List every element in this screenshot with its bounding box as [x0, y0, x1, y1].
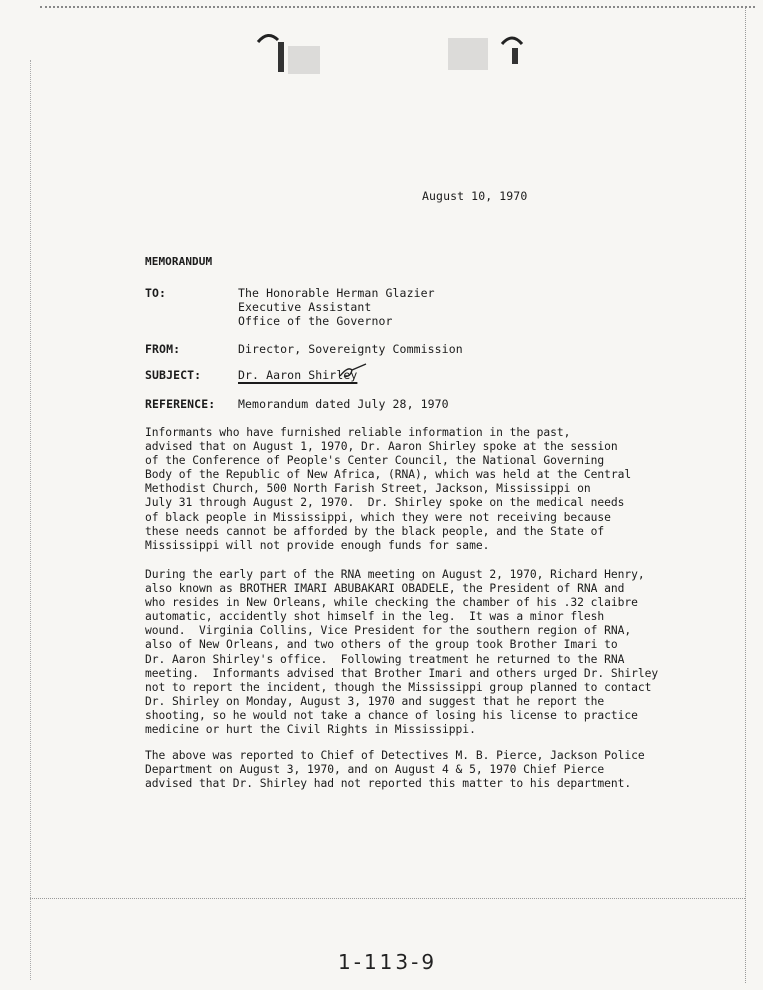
subject-value: Dr. Aaron Shirley	[238, 368, 358, 382]
page-edge-top	[40, 6, 755, 8]
to-line-1: The Honorable Herman Glazier	[238, 286, 435, 300]
to-line-3: Office of the Governor	[238, 314, 393, 328]
page-edge-left	[30, 60, 31, 980]
page-fold-line	[30, 898, 745, 899]
body-paragraph-1: Informants who have furnished reliable information in the past, advised that on August 1, 1970, Dr. Aaron Shirley spoke at the session of the Conference of People's Center Council, the National Governing Body of the Republic of New Africa, (RNA), which was held at the Central Methodist Church, 500 North Farish Street, Jackson, Mississippi on July 31 through August 2, 1970. Dr. Shirley spoke on the medical needs of black people in Mississippi, which they were not receiving because these needs cannot be afforded by the black people, and the State of Mississippi will not provide enough funds for same.	[145, 426, 632, 552]
handwritten-checkmark-icon	[338, 362, 368, 382]
subject-label: SUBJECT:	[145, 368, 202, 382]
body-paragraph-2: During the early part of the RNA meeting on August 2, 1970, Richard Henry, also known as BROTHER IMARI ABUBAKARI OBADELE, the President of RNA and who resides in New Orleans, while checking the chamber of his .32 claibre automatic, accidently shot himself in the leg. It was a minor flesh wound. Virginia Collins, Vice President for the southern region of RNA, also of New Orleans, and two others of the group took Brother Imari to Dr. Aaron Shirley's office. Following treatment he returned to the RNA meeting. Informants advised that Brother Imari and others urged Dr. Shirley not to report the incident, though the Mississippi group planned to contact Dr. Shirley on Monday, August 3, 1970 and suggest that he report the shooting, so he would not take a chance of losing his license to practice medicine or hurt the Civil Rights in Mississippi.	[145, 568, 659, 737]
handwritten-document-number: 1-113-9	[338, 950, 438, 974]
to-label: TO:	[145, 286, 167, 300]
to-line-2: Executive Assistant	[238, 300, 372, 314]
reference-label: REFERENCE:	[145, 397, 216, 411]
reference-value: Memorandum dated July 28, 1970	[238, 397, 449, 411]
page-edge-right	[745, 8, 746, 983]
from-value: Director, Sovereignty Commission	[238, 342, 463, 356]
body-paragraph-3: The above was reported to Chief of Detectives M. B. Pierce, Jackson Police Department on August 3, 1970, and on August 4 & 5, 1970 Chief Pierce advised that Dr. Shirley had not reported this matter to his department.	[145, 749, 645, 791]
from-label: FROM:	[145, 342, 181, 356]
binder-holes-graphic	[250, 28, 540, 83]
memo-date: August 10, 1970	[422, 189, 528, 203]
memo-heading: MEMORANDUM	[145, 255, 213, 268]
